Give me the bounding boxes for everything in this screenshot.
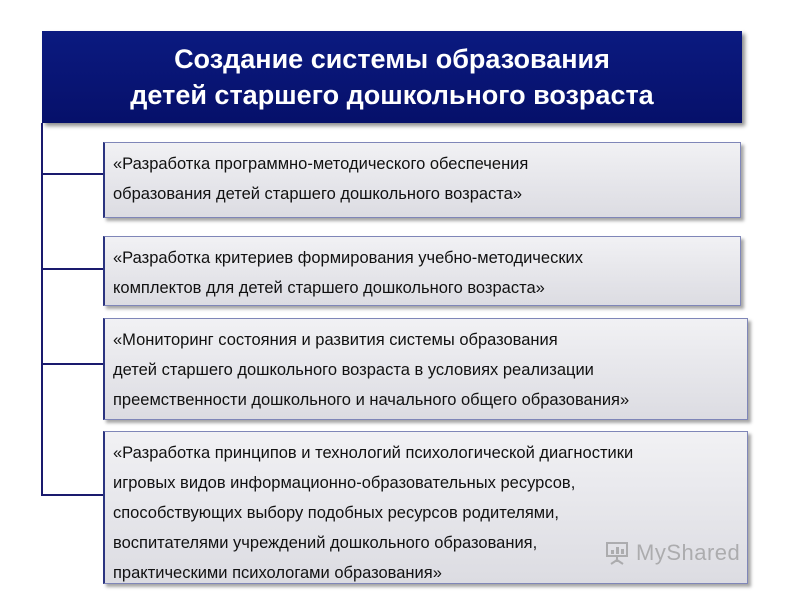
item-4-line-5: практическими психологами образования»	[113, 564, 442, 582]
title-line-1: Создание системы образования	[174, 44, 610, 74]
item-1-line-1: «Разработка программно-методического обеспечения	[113, 155, 529, 173]
tree-connector-branch-4	[41, 494, 104, 496]
item-4-line-2: игровых видов информационно-образовательных ресурсов,	[113, 474, 576, 492]
item-2-line-2: комплектов для детей старшего дошкольного возраста»	[113, 279, 545, 297]
item-box-3	[103, 318, 748, 420]
item-box-2	[103, 236, 741, 306]
item-4-line-1: «Разработка принципов и технологий психологической диагностики	[113, 444, 634, 462]
item-4-line-4: воспитателями учреждений дошкольного образования,	[113, 534, 538, 552]
presentation-board-icon	[604, 540, 630, 566]
item-2-line-1: «Разработка критериев формирования учебно-методических	[113, 249, 584, 267]
item-3-line-3: преемственности дошкольного и начального общего образования»	[113, 391, 630, 409]
title-line-2: детей старшего дошкольного возраста	[130, 80, 654, 110]
item-box-1	[103, 142, 741, 218]
item-4-line-3: способствующих выбору подобных ресурсов родителями,	[113, 504, 559, 522]
watermark-text: MyShared	[636, 540, 741, 565]
title-banner	[42, 31, 742, 123]
tree-connector-branch-2	[41, 268, 104, 270]
myshared-watermark	[604, 538, 764, 568]
tree-connector-branch-1	[41, 173, 104, 175]
item-1-line-2: образования детей старшего дошкольного возраста»	[113, 185, 523, 203]
item-3-line-2: детей старшего дошкольного возраста в условиях реализации	[113, 361, 594, 379]
item-3-line-1: «Мониторинг состояния и развития системы образования	[113, 331, 558, 349]
tree-connector-vertical	[41, 123, 43, 495]
tree-connector-branch-3	[41, 363, 104, 365]
